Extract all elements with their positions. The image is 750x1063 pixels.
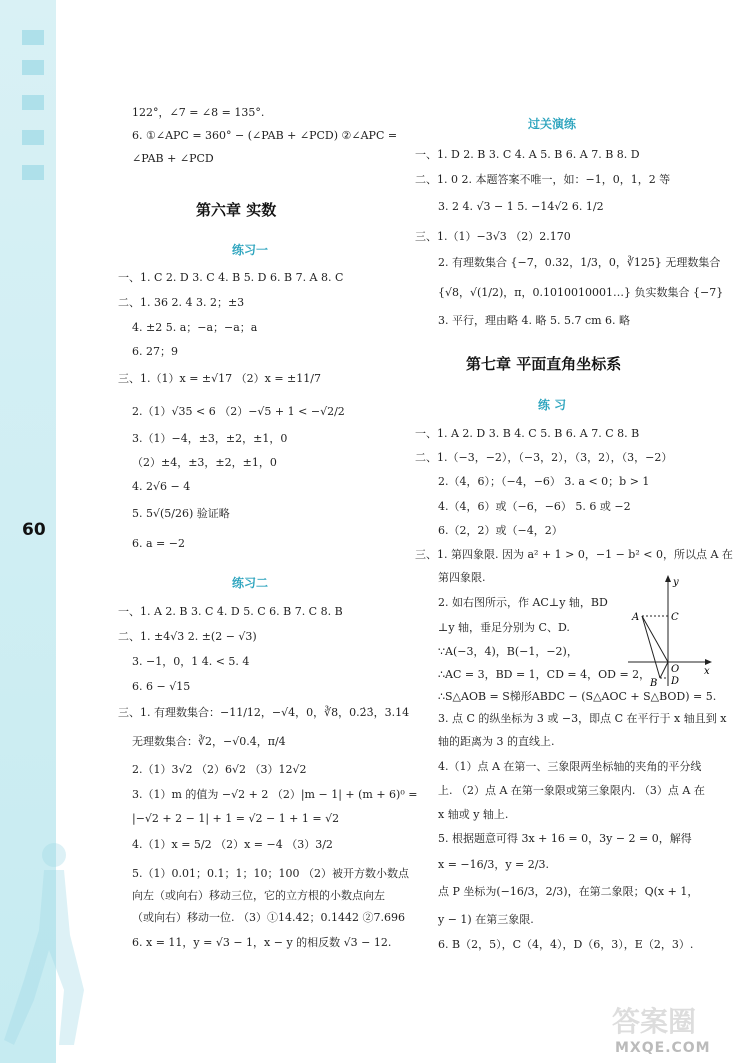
page-number: 60 bbox=[22, 520, 46, 540]
x-axis-arrow-icon bbox=[705, 659, 712, 665]
answer-line: 二、1. ±4√3 2. ±(2 − √3) bbox=[118, 630, 257, 643]
watermark-url: MXQE.COM bbox=[615, 1040, 711, 1056]
answer-line: 2. 有理数集合 {−7，0.32，1/3，0，∛125} 无理数集合 bbox=[438, 256, 721, 269]
practice2-title: 练习二 bbox=[232, 576, 269, 590]
answer-line: 6. x = 11，y = √3 − 1，x − y 的相反数 √3 − 12. bbox=[132, 936, 392, 949]
decor-tab bbox=[22, 60, 44, 75]
answer-line: 3. 点 C 的纵坐标为 3 或 −3，即点 C 在平行于 x 轴且到 x bbox=[438, 712, 727, 725]
chapter6-title: 第六章 实数 bbox=[196, 201, 277, 219]
answer-line: 4.（1）点 A 在第一、三象限两坐标轴的夹角的平分线 bbox=[438, 760, 702, 773]
answer-line: 一、1. A 2. D 3. B 4. C 5. B 6. A 7. C 8. B bbox=[415, 427, 640, 440]
answer-line: 6. ①∠APC = 360° − (∠PAB + ∠PCD) ②∠APC = bbox=[132, 129, 398, 142]
decor-tab bbox=[22, 165, 44, 180]
answer-line: 无理数集合：∛2，−√0.4，π/4 bbox=[132, 735, 286, 748]
answer-line: ∠PAB + ∠PCD bbox=[132, 152, 214, 165]
practice1-title: 练习一 bbox=[232, 243, 269, 257]
answer-line: 二、1. 0 2. 本题答案不唯一，如：−1，0，1，2 等 bbox=[415, 173, 671, 186]
answer-line: 轴的距离为 3 的直线上. bbox=[438, 735, 555, 748]
answer-line: 4.（4，6）或（−6，−6） 5. 6 或 −2 bbox=[438, 500, 631, 513]
decor-tab bbox=[22, 30, 44, 45]
chapter7-title: 第七章 平面直角坐标系 bbox=[466, 355, 622, 373]
practice-title: 练 习 bbox=[538, 398, 567, 412]
answer-line: 6.（2，2）或（−4，2） bbox=[438, 524, 563, 537]
answer-line: （2）±4，±3，±2，±1，0 bbox=[132, 456, 277, 469]
answer-line: 5. 5√(5/26) 验证略 bbox=[132, 507, 230, 520]
answer-line: 三、1.（1）−3√3 （2）2.170 bbox=[415, 230, 571, 243]
review-title: 过关演练 bbox=[528, 117, 577, 131]
coordinate-graph bbox=[620, 574, 714, 690]
answer-line: 3. 2 4. √3 − 1 5. −14√2 6. 1/2 bbox=[438, 200, 604, 213]
answer-line: （或向右）移动一位. （3）①14.42；0.1442 ②7.696 bbox=[132, 911, 405, 924]
answer-line: 6. 27；9 bbox=[132, 345, 178, 358]
answer-line: 3.（1）−4，±3，±2，±1，0 bbox=[132, 432, 288, 445]
answer-line: 点 P 坐标为(−16/3，2/3)，在第二象限；Q(x + 1， bbox=[438, 885, 699, 898]
answer-line: 2.（1）3√2 （2）6√2 （3）12√2 bbox=[132, 763, 307, 776]
answer-line: 6. 6 − √15 bbox=[132, 680, 191, 693]
x-label: x bbox=[704, 666, 710, 677]
y-label: y bbox=[673, 577, 679, 588]
answer-line: 3.（1）m 的值为 −√2 + 2 （2）|m − 1| + (m + 6)⁰ = bbox=[132, 788, 418, 801]
answer-line: x = −16/3，y = 2/3. bbox=[438, 858, 549, 871]
y-axis-arrow-icon bbox=[665, 575, 671, 582]
segment-ab bbox=[642, 616, 660, 678]
origin-label: O bbox=[671, 664, 680, 675]
answer-line: ∴AC = 3，BD = 1，CD = 4，OD = 2， bbox=[438, 668, 651, 681]
answer-line: 5.（1）0.01；0.1；1；10；100 （2）被开方数小数点 bbox=[132, 867, 409, 880]
point-a-label: A bbox=[632, 612, 640, 623]
answer-line: 3. 平行，理由略 4. 略 5. 5.7 cm 6. 略 bbox=[438, 314, 631, 327]
segment-bo bbox=[660, 662, 668, 678]
answer-line: 2.（1）√35 < 6 （2）−√5 + 1 < −√2/2 bbox=[132, 405, 345, 418]
answer-line: 2. 如右图所示，作 AC⊥y 轴，BD bbox=[438, 596, 608, 609]
answer-line: 4. 2√6 − 4 bbox=[132, 480, 191, 493]
watermark-logo: 答案圈 bbox=[612, 1005, 697, 1038]
answer-line: 上. （2）点 A 在第一象限或第三象限内. （3）点 A 在 bbox=[438, 784, 705, 797]
answer-line: 二、1. 36 2. 4 3. 2；±3 bbox=[118, 296, 245, 309]
answer-line: 向左（或向右）移动三位，它的立方根的小数点向左 bbox=[132, 889, 385, 902]
decor-tab bbox=[22, 95, 44, 110]
answer-line: 6. B（2，5），C（4，4），D（6，3），E（2，3）. bbox=[438, 938, 694, 951]
answer-line: 一、1. D 2. B 3. C 4. A 5. B 6. A 7. B 8. D bbox=[415, 148, 640, 161]
point-c-label: C bbox=[671, 612, 679, 623]
answer-line: x 轴或 y 轴上. bbox=[438, 808, 509, 821]
answer-line: 一、1. C 2. D 3. C 4. B 5. D 6. B 7. A 8. C bbox=[118, 271, 344, 284]
answer-line: 4.（1）x = 5/2 （2）x = −4 （3）3/2 bbox=[132, 838, 333, 851]
answer-line: 第四象限. bbox=[438, 571, 486, 584]
answer-line: ∴S△AOB = S梯形ABDC − (S△AOC + S△BOD) = 5. bbox=[438, 690, 717, 703]
runner-silhouette-icon bbox=[4, 840, 94, 1050]
decor-tab bbox=[22, 130, 44, 145]
point-b-label: B bbox=[650, 678, 658, 689]
answer-line: ⊥y 轴，垂足分别为 C、D. bbox=[438, 621, 570, 634]
answer-line: 三、1.（1）x = ±√17 （2）x = ±11/7 bbox=[118, 372, 321, 385]
answer-line: 5. 根据题意可得 3x + 16 = 0，3y − 2 = 0，解得 bbox=[438, 832, 692, 845]
answer-line: |−√2 + 2 − 1| + 1 = √2 − 1 + 1 = √2 bbox=[132, 812, 340, 825]
answer-line: 3. −1，0，1 4. < 5. 4 bbox=[132, 655, 250, 668]
answer-line: 三、1. 第四象限. 因为 a² + 1 > 0，−1 − b² < 0，所以点 A 在 bbox=[415, 548, 733, 561]
segment-ao bbox=[642, 616, 668, 662]
answer-line: 一、1. A 2. B 3. C 4. D 5. C 6. B 7. C 8. B bbox=[118, 605, 343, 618]
answer-line: 二、1.（−3，−2），（−3，2），（3，2），（3，−2） bbox=[415, 451, 673, 464]
answer-line: ∵A(−3，4)，B(−1，−2)， bbox=[438, 645, 578, 658]
answer-line: 122°，∠7 = ∠8 = 135°. bbox=[132, 106, 265, 119]
answer-line: 三、1. 有理数集合：−11/12，−√4，0，∛8，0.2̇3̇，3.14 bbox=[118, 706, 410, 719]
point-d-label: D bbox=[671, 676, 680, 687]
answer-line: {√8，√(1/2)，π，0.1010010001…} 负实数集合 {−7} bbox=[438, 286, 724, 299]
answer-line: 6. a = −2 bbox=[132, 537, 185, 550]
answer-line: y − 1) 在第三象限. bbox=[438, 913, 534, 926]
answer-line: 4. ±2 5. a；−a；−a；a bbox=[132, 321, 258, 334]
answer-line: 2.（4，6）；（−4，−6） 3. a < 0；b > 1 bbox=[438, 475, 650, 488]
